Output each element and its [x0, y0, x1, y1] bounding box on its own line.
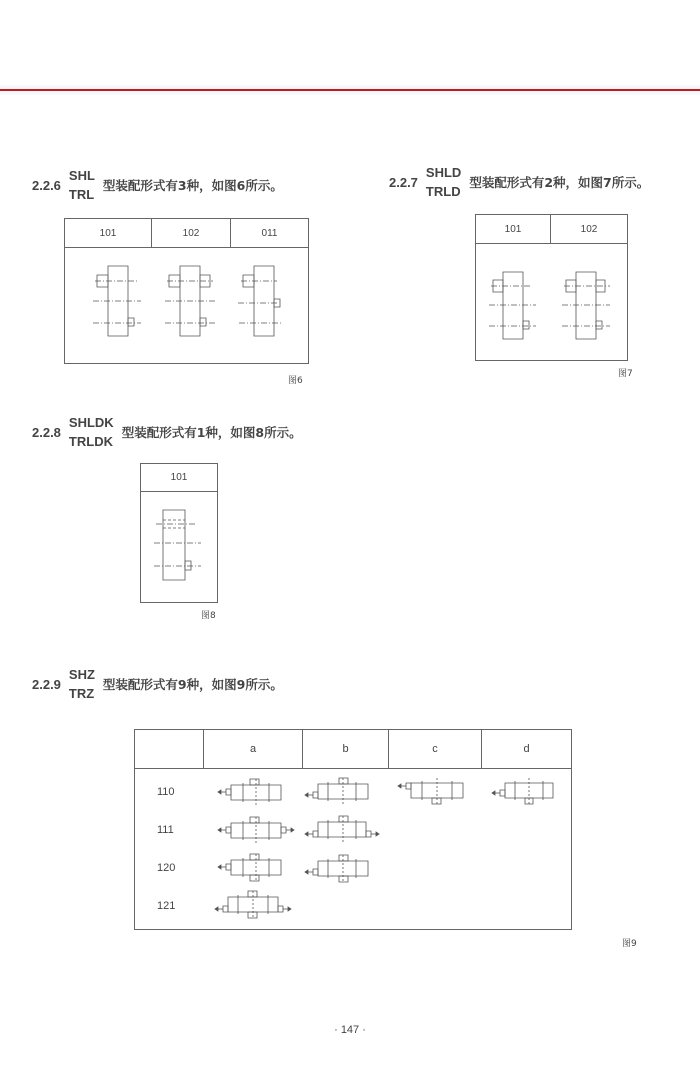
row-label: 121	[157, 900, 176, 912]
section-description: 型装配形式有3种，如图6所示。	[102, 178, 283, 193]
section-heading-2-2-8	[32, 413, 302, 451]
figure-6-table	[64, 218, 309, 364]
column-header: d	[523, 743, 530, 755]
section-heading-2-2-9	[32, 665, 283, 703]
figure-9-table	[134, 729, 572, 930]
assembly-diagrams	[476, 244, 627, 360]
page-number: · 147 ·	[334, 1024, 366, 1036]
figure-7-table	[475, 214, 628, 361]
column-header: b	[303, 730, 389, 768]
model-name: SHL	[68, 168, 95, 183]
gearbox-diagram-101	[154, 510, 201, 580]
gearbox-diagram-111a	[218, 817, 294, 843]
section-heading-2-2-7	[389, 163, 649, 201]
model-name: SHLDK	[68, 415, 114, 430]
figure-caption: 图6	[288, 376, 303, 386]
column-header: 101	[476, 215, 551, 243]
section-number: 2.2.6	[32, 177, 61, 193]
gearbox-diagram-102	[562, 272, 610, 339]
row-label: 120	[157, 862, 176, 874]
figure-caption: 图9	[622, 939, 637, 949]
gearbox-diagram-110b	[305, 778, 368, 804]
figure-8-table	[140, 463, 218, 603]
section-number: 2.2.8	[32, 424, 61, 440]
column-header: 102	[152, 219, 231, 247]
model-name: TRLDK	[68, 434, 113, 449]
row-label: 111	[157, 824, 174, 836]
section-description: 型装配形式有2种，如图7所示。	[469, 175, 650, 190]
figure-caption: 图8	[201, 611, 216, 621]
model-name: TRLD	[425, 184, 461, 199]
model-name: TRL	[68, 187, 95, 202]
section-heading-2-2-6	[32, 166, 283, 204]
column-header: 101	[170, 472, 188, 483]
gearbox-diagram-120b	[305, 855, 368, 882]
gearbox-diagram-110d	[492, 778, 553, 805]
model-names	[69, 413, 114, 451]
row-label: 110	[157, 786, 175, 798]
header-red-rule	[0, 89, 700, 91]
column-header: c	[389, 730, 482, 768]
column-header: a	[204, 730, 303, 768]
gearbox-diagram-011	[238, 266, 283, 336]
gearbox-diagram-101	[489, 272, 536, 339]
assembly-diagrams	[141, 492, 217, 602]
gearbox-diagram-110c	[398, 778, 463, 805]
assembly-diagrams	[65, 248, 308, 363]
section-description: 型装配形式有1种，如图8所示。	[121, 425, 302, 440]
gearbox-diagram-110a	[218, 779, 281, 805]
model-names	[69, 166, 95, 204]
gearbox-diagram-111b	[305, 816, 379, 842]
column-header: 102	[580, 223, 598, 235]
model-name: SHLD	[425, 165, 462, 180]
table-header	[141, 464, 217, 492]
table-header	[65, 219, 308, 248]
model-name: SHZ	[68, 667, 95, 682]
section-description: 型装配形式有9种，如图9所示。	[102, 677, 283, 692]
figure-caption: 图7	[618, 369, 633, 379]
section-number: 2.2.7	[389, 174, 418, 190]
assembly-diagrams	[135, 730, 571, 929]
gearbox-diagram-102	[165, 266, 215, 336]
model-names	[69, 665, 95, 703]
gearbox-diagram-101	[93, 266, 141, 336]
column-header: 011	[261, 227, 278, 239]
table-header	[476, 215, 627, 244]
gearbox-diagram-121a	[215, 891, 291, 918]
model-name: TRZ	[68, 686, 95, 701]
section-number: 2.2.9	[32, 676, 61, 692]
gearbox-diagram-120a	[218, 854, 281, 881]
column-header: 101	[65, 219, 152, 247]
model-names	[426, 163, 461, 201]
